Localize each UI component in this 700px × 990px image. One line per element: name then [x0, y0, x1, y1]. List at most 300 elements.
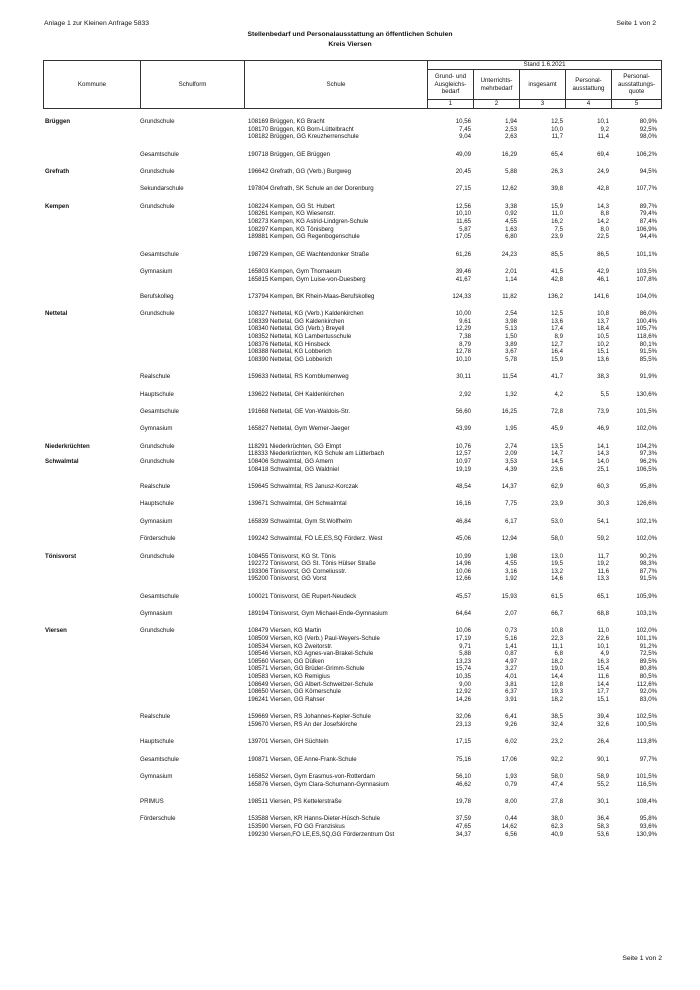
mehrbedarf-cell: 1,32 [505, 390, 517, 398]
mehrbedarf-cell: 5,13 [505, 325, 517, 333]
ausstattung-cell: 10,1 [597, 118, 609, 125]
ausstattung-cell: 8,8 [600, 210, 609, 218]
schule-cell: 108340 Nettetal, GG (Verb.) Breyell [248, 325, 345, 333]
table-row [43, 318, 661, 326]
schulform-cell: Gymnasium [140, 267, 173, 275]
table-row [43, 276, 661, 284]
grundbedarf-cell: 46,62 [455, 780, 471, 788]
table-row [43, 251, 661, 259]
row-spacer [43, 300, 661, 310]
mehrbedarf-cell: 0,79 [505, 780, 517, 788]
mehrbedarf-cell: 4,01 [505, 673, 517, 681]
schule-cell: 153588 Viersen, KR Hanns-Dieter-Hüsch-Schule [248, 815, 380, 823]
schule-cell: 108352 Nettetal, KG Lambertusschule [248, 333, 352, 341]
ausstattung-cell: 14,0 [597, 457, 609, 465]
kommune-cell: Brüggen [45, 118, 71, 125]
grundbedarf-cell: 56,60 [455, 408, 471, 416]
table-row [43, 168, 661, 176]
schulform-cell [140, 318, 244, 326]
schule-cell: 165852 Viersen, Gym Erasmus-von-Rotterdam [248, 772, 375, 780]
kommune-cell [43, 658, 140, 666]
schule-cell: 108339 Nettetal, GG Kaldenkirchen [248, 317, 345, 325]
schule-cell: 108534 Viersen, KG Zweitorstr. [248, 642, 333, 650]
insgesamt-cell: 38,5 [551, 713, 563, 721]
schulform-cell: PRIMUS [140, 797, 164, 805]
ausstattung-cell: 8,0 [600, 225, 609, 233]
grundbedarf-cell: 10,10 [455, 355, 471, 363]
table-row [43, 721, 661, 729]
row-spacer [43, 158, 661, 168]
mehrbedarf-cell: 0,44 [505, 815, 517, 823]
ausstattung-cell: 11,6 [597, 567, 609, 575]
schule-cell: 108388 Nettetal, KG Lobberich [248, 348, 332, 356]
ausstattung-cell: 11,6 [597, 673, 609, 681]
kommune-cell [43, 483, 140, 491]
quote-cell: 98,3% [639, 560, 657, 568]
table-row [43, 133, 661, 141]
schule-cell: 190718 Brüggen, GE Brüggen [248, 150, 330, 158]
header-stand: Stand 1.6.2021 [428, 61, 662, 70]
schule-cell: 108509 Viersen, KG (Verb.) Paul-Weyers-Schule [248, 635, 380, 643]
grundbedarf-cell: 45,06 [455, 535, 471, 543]
schule-cell: 100021 Tönisvorst, GE Rupert-Neudeck [248, 592, 357, 600]
schulform-cell: Gesamtschule [140, 755, 179, 763]
schule-cell: 108479 Viersen, KG Martin [248, 627, 322, 635]
row-spacer [43, 416, 661, 426]
table-row [43, 643, 661, 651]
grundbedarf-cell: 10,97 [455, 457, 471, 465]
kommune-cell: Viersen [45, 627, 67, 635]
grundbedarf-cell: 9,04 [459, 133, 471, 141]
insgesamt-cell: 8,9 [554, 333, 563, 341]
table-row [43, 293, 661, 301]
schule-cell: 118333 Niederkrüchten, KG Schule am Lütterbach [248, 450, 385, 458]
quote-cell: 85,5% [639, 355, 657, 363]
grundbedarf-cell: 34,37 [455, 830, 471, 838]
schulform-cell: Grundschule [140, 202, 175, 210]
row-spacer [43, 728, 661, 738]
quote-cell: 102,0% [636, 627, 657, 635]
mehrbedarf-cell: 3,27 [505, 665, 517, 673]
grundbedarf-cell: 17,19 [455, 635, 471, 643]
insgesamt-cell: 42,8 [551, 275, 563, 283]
kommune-cell [43, 151, 140, 159]
schulform-cell: Förderschule [140, 815, 176, 823]
kommune-cell [43, 756, 140, 764]
kommune-cell [43, 325, 140, 333]
grundbedarf-cell: 32,06 [455, 713, 471, 721]
insgesamt-cell: 14,6 [551, 575, 563, 583]
ausstattung-cell: 42,8 [597, 185, 609, 193]
schule-cell: 195200 Tönisvorst, GG Vorst [248, 575, 327, 583]
kommune-cell: Nettetal [45, 310, 68, 318]
schule-cell: 198511 Viersen, PS Kettelerstraße [248, 797, 342, 805]
row-spacer [43, 746, 661, 756]
ausstattung-cell: 22,5 [597, 233, 609, 241]
mehrbedarf-cell: 1,92 [505, 575, 517, 583]
schule-cell: 139671 Schwalmtal, GH Schwalmtal [248, 500, 347, 508]
mehrbedarf-cell: 0,73 [505, 627, 517, 635]
schule-cell: 173794 Kempen, BK Rhein-Maas-Berufskolleg [248, 292, 375, 300]
table-row [43, 518, 661, 526]
schule-cell: 159633 Nettetal, RS Kornblumenweg [248, 373, 349, 381]
row-spacer [43, 258, 661, 268]
quote-cell: 100,4% [636, 317, 657, 325]
grundbedarf-cell: 61,26 [455, 250, 471, 258]
schulform-cell [140, 226, 244, 234]
ausstattung-cell: 10,8 [597, 310, 609, 318]
quote-cell: 91,9% [639, 373, 657, 381]
mehrbedarf-cell: 1,93 [505, 772, 517, 780]
kommune-cell: Grefrath [45, 167, 70, 175]
ausstattung-cell: 17,7 [597, 688, 609, 696]
kommune-cell: Schwalmtal [45, 457, 79, 465]
mehrbedarf-cell: 16,25 [501, 408, 517, 416]
ausstattung-cell: 55,2 [597, 780, 609, 788]
schulform-cell: Grundschule [140, 167, 175, 175]
insgesamt-cell: 23,2 [551, 738, 563, 746]
quote-cell: 80,5% [639, 673, 657, 681]
row-spacer [43, 600, 661, 610]
kommune-cell [43, 713, 140, 721]
kommune-cell [43, 293, 140, 301]
grundbedarf-cell: 12,29 [455, 325, 471, 333]
kommune-cell [43, 408, 140, 416]
ausstattung-cell: 19,2 [597, 560, 609, 568]
schulform-cell: Grundschule [140, 552, 175, 560]
quote-cell: 116,5% [636, 780, 657, 788]
quote-cell: 72,5% [639, 650, 657, 658]
kommune-cell [43, 610, 140, 618]
schulform-cell [140, 658, 244, 666]
table-row [43, 535, 661, 543]
table-row [43, 738, 661, 746]
schule-cell: 108376 Nettetal, KG Hinsbeck [248, 340, 330, 348]
schulform-cell [140, 721, 244, 729]
insgesamt-cell: 17,4 [551, 325, 563, 333]
insgesamt-cell: 14,4 [551, 673, 563, 681]
grundbedarf-cell: 12,78 [455, 348, 471, 356]
schulform-cell [140, 450, 244, 458]
grundbedarf-cell: 27,15 [455, 185, 471, 193]
table-body [43, 118, 661, 838]
quote-cell: 94,4% [639, 233, 657, 241]
grundbedarf-cell: 7,45 [459, 125, 471, 133]
table-row [43, 408, 661, 416]
table-row [43, 553, 661, 561]
quote-cell: 113,8% [636, 738, 657, 746]
schulform-cell: Grundschule [140, 310, 175, 318]
table-row [43, 665, 661, 673]
mehrbedarf-cell: 3,89 [505, 340, 517, 348]
grundbedarf-cell: 12,66 [455, 575, 471, 583]
table-row [43, 185, 661, 193]
quote-cell: 118,6% [636, 333, 657, 341]
grundbedarf-cell: 9,71 [459, 642, 471, 650]
ausstattung-cell: 5,5 [600, 390, 609, 398]
schulform-cell [140, 823, 244, 831]
schulform-cell: Gymnasium [140, 772, 173, 780]
insgesamt-cell: 41,7 [551, 373, 563, 381]
kommune-cell [43, 568, 140, 576]
schulform-cell [140, 831, 244, 839]
kommune-cell [43, 823, 140, 831]
quote-cell: 101,5% [636, 772, 657, 780]
insgesamt-cell: 7,5 [554, 225, 563, 233]
ausstattung-cell: 14,1 [597, 442, 609, 450]
schule-cell: 165803 Kempen, Gym Thomaeum [248, 267, 342, 275]
insgesamt-cell: 65,4 [551, 150, 563, 158]
schulform-cell: Gymnasium [140, 425, 173, 433]
ausstattung-cell: 16,3 [597, 657, 609, 665]
schule-cell: 139622 Nettetal, GH Kaldenkirchen [248, 390, 344, 398]
table-row [43, 823, 661, 831]
ausstattung-cell: 18,4 [597, 325, 609, 333]
quote-cell: 87,4% [639, 217, 657, 225]
schulform-cell: Gesamtschule [140, 150, 179, 158]
ausstattung-cell: 42,9 [597, 267, 609, 275]
insgesamt-cell: 18,2 [551, 695, 563, 703]
schule-cell: 108455 Tönisvorst, KG St. Tönis [248, 552, 336, 560]
quote-cell: 91,5% [639, 575, 657, 583]
mehrbedarf-cell: 12,62 [501, 185, 517, 193]
mehrbedarf-cell: 5,16 [505, 635, 517, 643]
row-spacer [43, 703, 661, 713]
quote-cell: 106,2% [636, 150, 657, 158]
insgesamt-cell: 11,1 [551, 642, 563, 650]
kommune-cell [43, 126, 140, 134]
mehrbedarf-cell: 0,87 [505, 650, 517, 658]
mehrbedarf-cell: 1,98 [505, 552, 517, 560]
table-row [43, 781, 661, 789]
mehrbedarf-cell: 4,55 [505, 560, 517, 568]
schulform-cell [140, 635, 244, 643]
table-row [43, 443, 661, 451]
quote-cell: 106,5% [636, 465, 657, 473]
insgesamt-cell: 66,7 [551, 610, 563, 618]
mehrbedarf-cell: 6,80 [505, 233, 517, 241]
grundbedarf-cell: 8,79 [459, 340, 471, 348]
insgesamt-cell: 16,4 [551, 348, 563, 356]
grundbedarf-cell: 5,88 [459, 650, 471, 658]
mehrbedarf-cell: 2,09 [505, 450, 517, 458]
schulform-cell [140, 681, 244, 689]
grundbedarf-cell: 10,56 [455, 118, 471, 125]
schule-cell: 108261 Kempen, KG Wiesenstr. [248, 210, 336, 218]
ausstattung-cell: 15,1 [597, 695, 609, 703]
schulform-cell [140, 325, 244, 333]
kommune-cell [43, 226, 140, 234]
quote-cell: 98,0% [639, 133, 657, 141]
quote-cell: 92,0% [639, 688, 657, 696]
schulform-cell [140, 673, 244, 681]
insgesamt-cell: 85,5 [551, 250, 563, 258]
table-row [43, 756, 661, 764]
header-num-3: 3 [520, 100, 566, 109]
page-number-top: Seite 1 von 2 [616, 20, 656, 27]
insgesamt-cell: 13,0 [551, 552, 563, 560]
schule-cell: 108406 Schwalmtal, GG Amern [248, 457, 334, 465]
schulform-cell [140, 348, 244, 356]
quote-cell: 79,4% [639, 210, 657, 218]
insgesamt-cell: 45,9 [551, 425, 563, 433]
row-spacer [43, 176, 661, 186]
kommune-cell [43, 738, 140, 746]
row-spacer [43, 525, 661, 535]
insgesamt-cell: 12,8 [551, 680, 563, 688]
mehrbedarf-cell: 17,06 [501, 755, 517, 763]
schule-cell: 165827 Nettetal, Gym Werner-Jaeger [248, 425, 350, 433]
schulform-cell: Gesamtschule [140, 408, 179, 416]
kommune-cell [43, 593, 140, 601]
grundbedarf-cell: 45,57 [455, 592, 471, 600]
schule-cell: 118291 Niederkrüchten, GG Elmpt [248, 442, 342, 450]
page-number-bottom: Seite 1 von 2 [622, 955, 662, 962]
ausstattung-cell: 25,1 [597, 465, 609, 473]
quote-cell: 96,2% [639, 457, 657, 465]
schulform-cell [140, 276, 244, 284]
kommune-cell [43, 356, 140, 364]
ausstattung-cell: 38,3 [597, 373, 609, 381]
insgesamt-cell: 47,4 [551, 780, 563, 788]
quote-cell: 80,9% [639, 118, 657, 125]
header-schulform: Schulform [141, 61, 245, 109]
kommune-cell [43, 815, 140, 823]
insgesamt-cell: 62,9 [551, 482, 563, 490]
kommune-cell [43, 831, 140, 839]
kommune-cell [43, 251, 140, 259]
schule-cell: 159645 Schwalmtal, RS Janusz-Korczak [248, 482, 359, 490]
insgesamt-cell: 4,2 [554, 390, 563, 398]
schule-cell: 196642 Grefrath, GG (Verb.) Burgweg [248, 167, 351, 175]
grundbedarf-cell: 14,26 [455, 695, 471, 703]
header-num-1: 1 [428, 100, 474, 109]
kommune-cell [43, 348, 140, 356]
insgesamt-cell: 58,0 [551, 772, 563, 780]
row-spacer [43, 618, 661, 628]
header-num-5: 5 [612, 100, 662, 109]
mehrbedarf-cell: 9,26 [505, 720, 517, 728]
schulform-cell [140, 696, 244, 704]
grundbedarf-cell: 15,74 [455, 665, 471, 673]
quote-cell: 130,6% [636, 390, 657, 398]
schule-cell: 108297 Kempen, KG Tönisberg [248, 225, 334, 233]
table-row [43, 635, 661, 643]
mehrbedarf-cell: 6,17 [505, 517, 517, 525]
grundbedarf-cell: 5,87 [459, 225, 471, 233]
ausstattung-cell: 4,9 [600, 650, 609, 658]
kommune-cell [43, 665, 140, 673]
grundbedarf-cell: 19,78 [455, 797, 471, 805]
header-num-2: 2 [474, 100, 520, 109]
quote-cell: 102,0% [636, 425, 657, 433]
table-row [43, 713, 661, 721]
ausstattung-cell: 24,9 [597, 167, 609, 175]
ausstattung-cell: 11,4 [597, 133, 609, 141]
mehrbedarf-cell: 4,97 [505, 657, 517, 665]
kommune-cell [43, 341, 140, 349]
insgesamt-cell: 39,8 [551, 185, 563, 193]
schulform-cell [140, 356, 244, 364]
grundbedarf-cell: 14,96 [455, 560, 471, 568]
schule-cell: 165876 Viersen, Gym Clara-Schumann-Gymnasium [248, 780, 389, 788]
insgesamt-cell: 23,6 [551, 465, 563, 473]
ausstattung-cell: 9,2 [600, 125, 609, 133]
quote-cell: 101,5% [636, 408, 657, 416]
grundbedarf-cell: 11,65 [456, 217, 471, 225]
schule-cell: 108169 Brüggen, KG Bracht [248, 118, 325, 125]
mehrbedarf-cell: 6,41 [505, 713, 517, 721]
insgesamt-cell: 92,2 [551, 755, 563, 763]
table-row [43, 391, 661, 399]
mehrbedarf-cell: 4,55 [505, 217, 517, 225]
kommune-cell [43, 635, 140, 643]
ausstattung-cell: 30,1 [597, 797, 609, 805]
header-num-4: 4 [566, 100, 612, 109]
mehrbedarf-cell: 3,67 [505, 348, 517, 356]
ausstattung-cell: 14,4 [597, 680, 609, 688]
grundbedarf-cell: 10,35 [455, 673, 471, 681]
table-row [43, 831, 661, 839]
grundbedarf-cell: 10,06 [455, 627, 471, 635]
kommune-cell [43, 688, 140, 696]
schulform-cell [140, 218, 244, 226]
ausstattung-cell: 13,3 [597, 575, 609, 583]
grundbedarf-cell: 2,92 [459, 390, 471, 398]
insgesamt-cell: 26,3 [551, 167, 563, 175]
ausstattung-cell: 14,3 [597, 202, 609, 210]
schule-cell: 108390 Nettetal, GG Lobberich [248, 355, 333, 363]
grundbedarf-cell: 20,45 [455, 167, 471, 175]
grundbedarf-cell: 7,38 [459, 333, 471, 341]
insgesamt-cell: 58,0 [551, 535, 563, 543]
quote-cell: 93,6% [639, 822, 657, 830]
schulform-cell: Realschule [140, 482, 171, 490]
kommune-cell [43, 535, 140, 543]
mehrbedarf-cell: 15,93 [501, 592, 517, 600]
quote-cell: 101,1% [636, 250, 657, 258]
schule-cell: 159670 Viersen, RS An der Josefskirche [248, 720, 358, 728]
schulform-cell: Gymnasium [140, 610, 173, 618]
grundbedarf-cell: 46,84 [455, 517, 471, 525]
kommune-cell [43, 333, 140, 341]
schulform-cell: Realschule [140, 373, 171, 381]
grundbedarf-cell: 64,64 [455, 610, 471, 618]
schulform-cell [140, 650, 244, 658]
table-row [43, 798, 661, 806]
grundbedarf-cell: 13,23 [455, 657, 471, 665]
quote-cell: 86,0% [639, 310, 657, 318]
ausstattung-cell: 14,2 [597, 217, 609, 225]
kommune-cell [43, 721, 140, 729]
ausstattung-cell: 13,6 [597, 355, 609, 363]
kommune-cell [43, 673, 140, 681]
schule-cell: 153590 Viersen, FÖ GG Franziskus [248, 822, 345, 830]
schulform-cell: Gesamtschule [140, 592, 179, 600]
ausstattung-cell: 32,6 [597, 720, 609, 728]
schulform-cell: Realschule [140, 713, 171, 721]
mehrbedarf-cell: 2,53 [505, 125, 517, 133]
kommune-cell [43, 425, 140, 433]
schule-cell: 108560 Viersen, GG Dülken [248, 657, 325, 665]
quote-cell: 100,5% [636, 720, 657, 728]
insgesamt-cell: 19,5 [551, 560, 563, 568]
ausstattung-cell: 69,4 [597, 150, 609, 158]
mehrbedarf-cell: 6,56 [505, 830, 517, 838]
table-row [43, 268, 661, 276]
kommune-cell: Tönisvorst [45, 552, 77, 560]
ausstattung-cell: 15,1 [597, 348, 609, 356]
